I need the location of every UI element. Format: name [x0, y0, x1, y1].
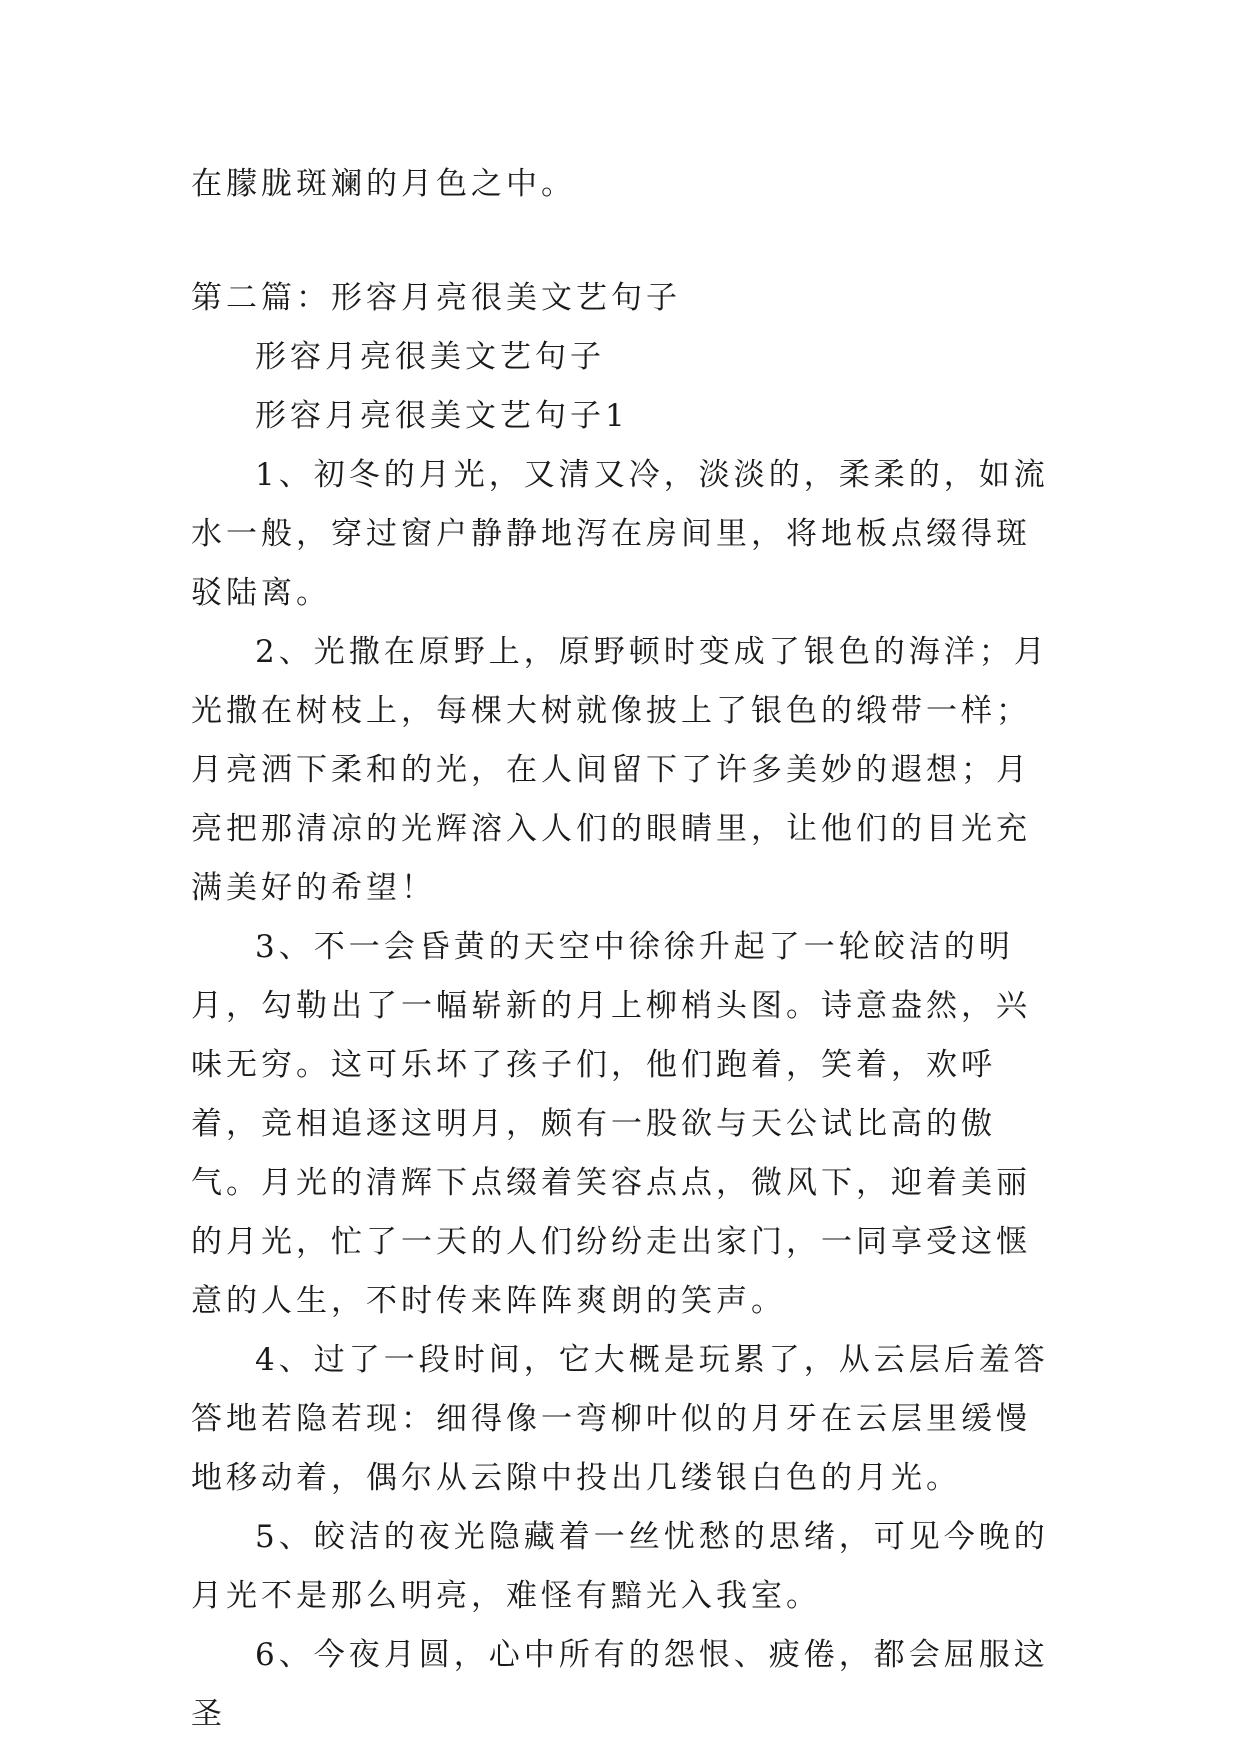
document-title: 形容月亮很美文艺句子: [255, 339, 605, 375]
document-body: [191, 155, 1053, 1744]
lead-fragment: 在朦胧斑斓的月色之中。: [191, 166, 576, 202]
document-subtitle: 形容月亮很美文艺句子1: [255, 398, 629, 434]
paragraph-3: 3、不一会昏黄的天空中徐徐升起了一轮皎洁的明月，勾勒出了一幅崭新的月上柳梢头图。诗意盎然，兴味无穷。这可乐坏了孩子们，他们跑着，笑着，欢呼着，竞相追逐这明月，颇有一股欲与天公试比高的傲气。月光的清辉下点缀着笑容点点，微风下，迎着美丽的月光，忙了一天的人们纷纷走出家门，一同享受这惬意的人生，不时传来阵阵爽朗的笑声。: [191, 929, 1031, 1319]
paragraph-4: 4、过了一段时间，它大概是玩累了，从云层后羞答答地若隐若现：细得像一弯柳叶似的月牙在云层里缓慢地移动着，偶尔从云隙中投出几缕银白色的月光。: [191, 1342, 1049, 1496]
paragraph-5: 5、皎洁的夜光隐藏着一丝忧愁的思绪，可见今晚的月光不是那么明亮，难怪有黯光入我室。: [191, 1519, 1049, 1614]
paragraph-1: 1、初冬的月光，又清又冷，淡淡的，柔柔的，如流水一般，穿过窗户静静地泻在房间里，将地板点缀得斑驳陆离。: [191, 457, 1049, 611]
paragraph-2: 2、光撒在原野上，原野顿时变成了银色的海洋；月光撒在树枝上，每棵大树就像披上了银色的缎带一样；月亮洒下柔和的光，在人间留下了许多美妙的遐想；月亮把那清凉的光辉溶入人们的眼睛里，让他们的目光充满美好的希望！: [191, 634, 1049, 906]
paragraph-6: 6、今夜月圆，心中所有的怨恨、疲倦，都会屈服这圣: [191, 1637, 1049, 1732]
section-heading: 第二篇：形容月亮很美文艺句子: [191, 280, 681, 316]
